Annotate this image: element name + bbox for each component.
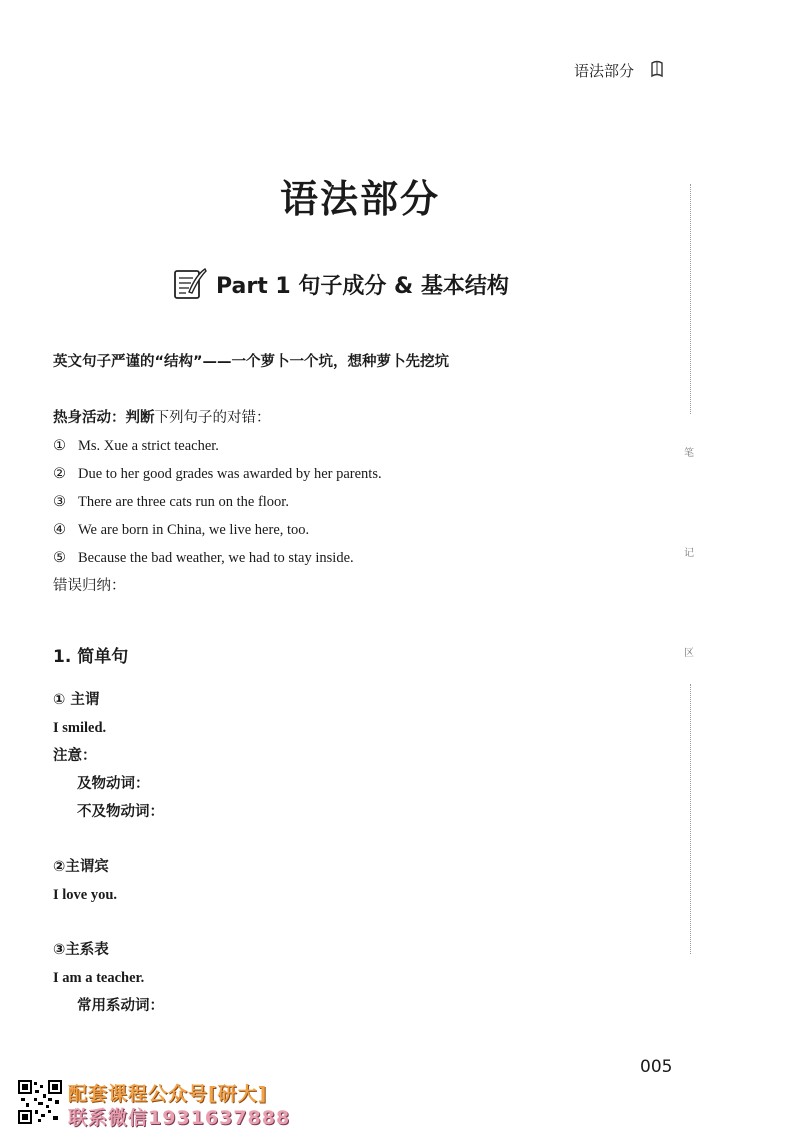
transitive-verb-label: 及物动词：: [77, 776, 150, 792]
page-number: 005: [640, 1057, 673, 1077]
running-head: 语法部分: [573, 62, 634, 80]
list-item: ③ There are three cats run on the floor.: [53, 494, 289, 510]
example-sentence: I am a teacher.: [53, 970, 145, 986]
part-heading: [172, 266, 509, 302]
example-sentence: I love you.: [53, 887, 118, 903]
intro-text: 英文句子严谨的“结构”——一个萝卜一个坑，想种萝卜先挖坑: [53, 354, 450, 370]
error-summary-label: 错误归纳：: [53, 578, 126, 594]
subsection-title: ③主系表: [53, 942, 109, 958]
qr-code-icon: [18, 1080, 62, 1124]
notebook-pen-icon: [172, 267, 208, 301]
list-item: ④ We are born in China, we live here, too.: [53, 522, 310, 538]
side-label-notes-1: 笔: [684, 448, 694, 459]
side-label-notes-2: 记: [684, 548, 694, 559]
note-label: 注意：: [53, 748, 97, 764]
subsection-title: ① 主谓: [53, 692, 100, 708]
list-item: ② Due to her good grades was awarded by her parents.: [53, 466, 382, 482]
subsection-title: ②主谓宾: [53, 859, 109, 875]
part-title: Part 1 句子成分 & 基本结构: [216, 273, 509, 299]
section-heading: 1. 简单句: [53, 647, 129, 667]
linking-verb-label: 常用系动词：: [77, 998, 164, 1014]
warmup-rest: 下列句子的对错：: [154, 410, 271, 426]
notes-divider-top: [690, 184, 691, 414]
book-icon: [650, 60, 664, 78]
warmup-heading: [53, 408, 271, 428]
intransitive-verb-label: 不及物动词：: [77, 804, 164, 820]
side-label-notes-3: 区: [684, 648, 694, 659]
watermark-line-1: 配套课程公众号[研大]: [68, 1083, 268, 1105]
warmup-label: 热身活动：: [53, 410, 126, 426]
list-item: ① Ms. Xue a strict teacher.: [53, 438, 219, 454]
watermark-line-2: 联系微信1931637888: [68, 1107, 291, 1129]
warmup-bold-word: 判断: [125, 410, 155, 426]
example-sentence: I smiled.: [53, 720, 107, 736]
list-item: ⑤ Because the bad weather, we had to stay inside.: [53, 550, 354, 566]
page-title: 语法部分: [279, 177, 440, 221]
notes-divider-bottom: [690, 684, 691, 954]
